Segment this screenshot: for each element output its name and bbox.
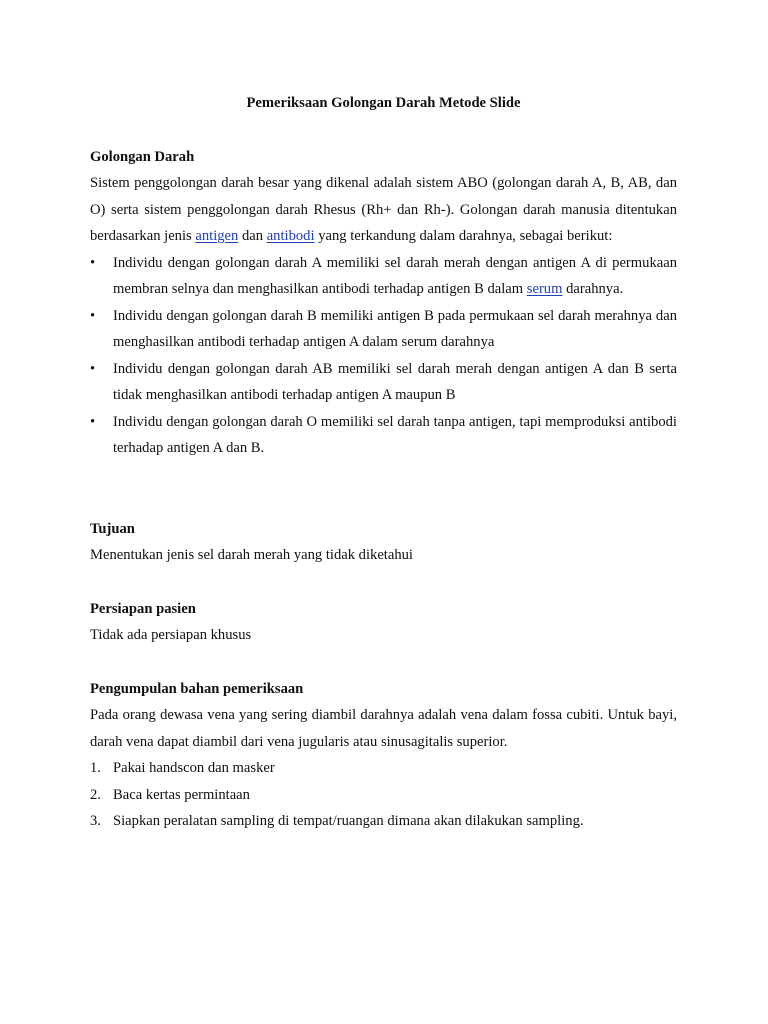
list-item [90, 755, 677, 782]
sampling-steps-list [90, 755, 677, 835]
intro-paragraph [90, 170, 677, 250]
list-item [90, 409, 677, 462]
spacer [90, 506, 677, 516]
pengumpulan-text: Pada orang dewasa vena yang sering diambil darahnya adalah vena dalam fossa cubiti. Untuk bayi, darah vena dapat diambil dari vena jugularis atau sinusagitalis superior. [90, 707, 677, 750]
persiapan-text: Tidak ada persiapan khusus [90, 627, 252, 643]
bullet-text-1b: darahnya. [562, 281, 624, 297]
link-serum[interactable]: serum [526, 281, 563, 297]
spacer [90, 649, 677, 676]
intro-text-1: Sistem penggolongan darah besar yang dikenal adalah sistem ABO (golongan darah A, B, AB, dan O) serta sistem penggolongan darah Rhesus (Rh+ dan Rh-). Golongan darah manusia ditentukan berdasarkan jenis [90, 175, 677, 244]
bullet-text-4: Individu dengan golongan darah O memiliki sel darah tanpa antigen, tapi memproduksi antibodi terhadap antigen A dan B. [113, 413, 677, 456]
bullet-marker: • [90, 307, 96, 324]
section-heading-persiapan-pasien: Persiapan pasien [90, 600, 196, 617]
section-heading-golongan-darah: Golongan Darah [90, 148, 195, 165]
bullet-marker: • [90, 360, 96, 377]
bullet-text-1a: Individu dengan golongan darah A memiliki sel darah merah dengan antigen A di permukaan membran selnya dan menghasilkan antibodi terhadap antigen B dalam [113, 254, 677, 297]
spacer [90, 569, 677, 596]
section-heading-tujuan: Tujuan [90, 520, 135, 537]
list-item [90, 782, 677, 809]
step-text: Baca kertas permintaan [113, 786, 250, 803]
step-text: Siapkan peralatan sampling di tempat/ruangan dimana akan dilakukan sampling. [113, 813, 584, 829]
tujuan-text: Menentukan jenis sel darah merah yang tidak diketahui [90, 547, 413, 563]
link-antigen[interactable]: antigen [195, 228, 239, 244]
list-item [90, 303, 677, 356]
step-number: 3. [90, 813, 101, 829]
list-item [90, 808, 677, 835]
document-title: Pemeriksaan Golongan Darah Metode Slide [246, 95, 521, 111]
bullet-marker: • [90, 413, 96, 430]
intro-text-2: dan [238, 228, 267, 244]
link-antibodi[interactable]: antibodi [266, 228, 315, 244]
list-item [90, 356, 677, 409]
step-number: 1. [90, 760, 101, 776]
intro-text-3: yang terkandung dalam darahnya, sebagai berikut: [314, 228, 613, 244]
bullet-marker: • [90, 254, 96, 271]
step-text: Pakai handscon dan masker [113, 760, 275, 776]
bullet-text-2: Individu dengan golongan darah B memiliki antigen B pada permukaan sel darah merahnya dan menghasilkan antibodi terhadap antigen A dalam serum darahnya [113, 307, 677, 350]
blood-type-list [90, 250, 677, 462]
bullet-text-3: Individu dengan golongan darah AB memiliki sel darah merah dengan antigen A dan B serta tidak menghasilkan antibodi terhadap antigen A maupun B [113, 360, 677, 403]
list-item [90, 250, 677, 303]
section-heading-pengumpulan-bahan: Pengumpulan bahan pemeriksaan [90, 680, 304, 697]
document-content [90, 90, 677, 835]
step-number: 2. [90, 786, 101, 803]
spacer [90, 462, 677, 506]
